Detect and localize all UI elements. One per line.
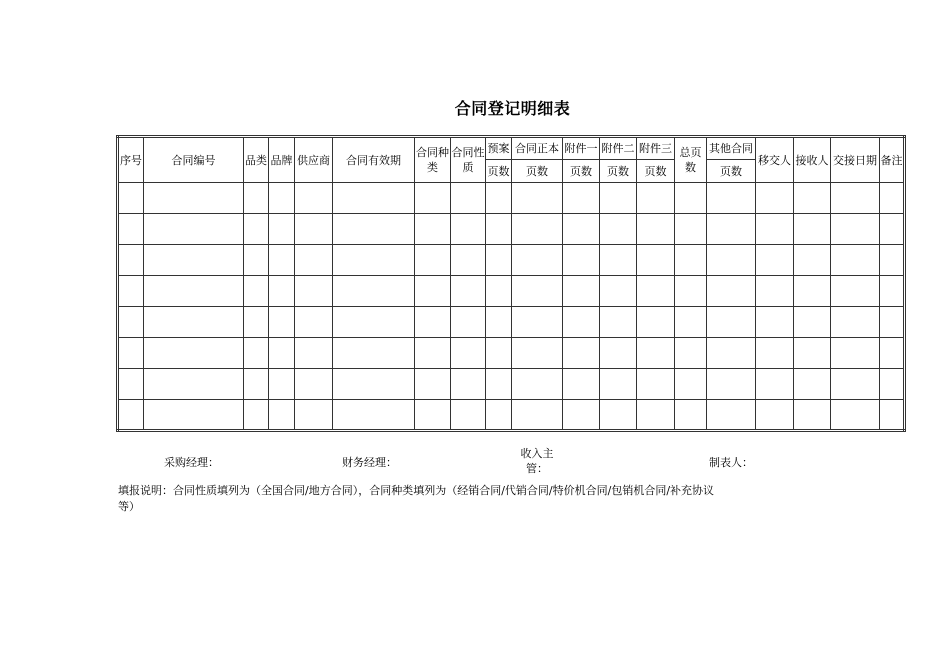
- table-cell: [333, 369, 415, 400]
- table-cell: [794, 369, 831, 400]
- table-cell: [415, 183, 451, 214]
- table-row: [118, 307, 905, 338]
- table-cell: [295, 276, 333, 307]
- table-cell: [675, 183, 707, 214]
- table-cell: [675, 214, 707, 245]
- table-cell: [244, 307, 269, 338]
- header-attachment3: 附件三: [637, 137, 675, 160]
- table-cell: [415, 400, 451, 431]
- table-cell: [333, 276, 415, 307]
- table-cell: [880, 338, 905, 369]
- table-cell: [563, 400, 600, 431]
- header-pages: 页数: [707, 160, 756, 183]
- table-cell: [831, 183, 880, 214]
- header-pages: 页数: [563, 160, 600, 183]
- table-cell: [637, 307, 675, 338]
- table-cell: [831, 338, 880, 369]
- header-other-contract: 其他合同: [707, 137, 756, 160]
- table-cell: [563, 245, 600, 276]
- table-cell: [415, 307, 451, 338]
- table-cell: [675, 245, 707, 276]
- table-cell: [269, 214, 295, 245]
- header-supplier: 供应商: [295, 137, 333, 183]
- table-cell: [637, 276, 675, 307]
- table-cell: [451, 307, 486, 338]
- table-cell: [415, 338, 451, 369]
- table-cell: [675, 338, 707, 369]
- header-handover-date: 交接日期: [831, 137, 880, 183]
- table-cell: [880, 276, 905, 307]
- table-cell: [451, 369, 486, 400]
- header-seq: 序号: [118, 137, 144, 183]
- table-cell: [637, 400, 675, 431]
- fill-instructions: 填报说明：合同性质填列为（全国合同/地方合同），合同种类填列为（经销合同/代销合同/特价机合同/包销机合同/补充协议等）: [118, 484, 715, 513]
- table-cell: [707, 369, 756, 400]
- signature-row: [0, 446, 950, 476]
- page-title: 合同登记明细表: [454, 99, 571, 118]
- table-cell: [512, 245, 563, 276]
- table-cell: [144, 338, 244, 369]
- table-cell: [675, 307, 707, 338]
- table-cell: [144, 276, 244, 307]
- table-cell: [637, 214, 675, 245]
- table-cell: [756, 400, 794, 431]
- table-cell: [415, 214, 451, 245]
- table-cell: [756, 245, 794, 276]
- header-plan: 预案: [486, 137, 512, 160]
- table-cell: [637, 338, 675, 369]
- table-cell: [794, 183, 831, 214]
- table-cell: [244, 183, 269, 214]
- table-cell: [451, 183, 486, 214]
- table-cell: [637, 245, 675, 276]
- table-cell: [486, 276, 512, 307]
- table-cell: [707, 338, 756, 369]
- table-cell: [563, 369, 600, 400]
- table-cell: [486, 338, 512, 369]
- table-cell: [144, 400, 244, 431]
- table-cell: [831, 307, 880, 338]
- table-cell: [880, 245, 905, 276]
- table-cell: [707, 307, 756, 338]
- table-cell: [486, 400, 512, 431]
- table-cell: [144, 214, 244, 245]
- table-cell: [269, 307, 295, 338]
- table-cell: [831, 214, 880, 245]
- header-brand: 品牌: [269, 137, 295, 183]
- table-cell: [600, 245, 637, 276]
- header-pages: 页数: [512, 160, 563, 183]
- header-contract-nature: 合同性质: [451, 137, 486, 183]
- table-cell: [794, 338, 831, 369]
- table-cell: [794, 400, 831, 431]
- header-pages: 页数: [600, 160, 637, 183]
- table-cell: [118, 400, 144, 431]
- table-cell: [707, 245, 756, 276]
- table-cell: [451, 276, 486, 307]
- table-cell: [880, 214, 905, 245]
- table-cell: [756, 183, 794, 214]
- header-attachment1: 附件一: [563, 137, 600, 160]
- table-row: [118, 369, 905, 400]
- table-row: [118, 214, 905, 245]
- table-cell: [707, 214, 756, 245]
- table-cell: [118, 183, 144, 214]
- table-cell: [512, 276, 563, 307]
- table-cell: [756, 307, 794, 338]
- table-cell: [451, 245, 486, 276]
- table-cell: [600, 338, 637, 369]
- table-cell: [244, 245, 269, 276]
- table-cell: [295, 307, 333, 338]
- table-cell: [600, 214, 637, 245]
- table-cell: [333, 400, 415, 431]
- table-cell: [295, 369, 333, 400]
- table-cell: [794, 276, 831, 307]
- table-cell: [675, 400, 707, 431]
- table-cell: [756, 214, 794, 245]
- table-cell: [244, 400, 269, 431]
- prepared-by-label: 制表人：: [709, 456, 753, 469]
- table-row: [118, 400, 905, 431]
- table-cell: [756, 276, 794, 307]
- table-cell: [486, 245, 512, 276]
- table-cell: [269, 338, 295, 369]
- table-cell: [600, 276, 637, 307]
- table-cell: [512, 307, 563, 338]
- table-cell: [244, 214, 269, 245]
- table-cell: [244, 338, 269, 369]
- table-cell: [563, 183, 600, 214]
- table-cell: [600, 369, 637, 400]
- header-pages: 页数: [486, 160, 512, 183]
- table-cell: [333, 214, 415, 245]
- table-cell: [451, 400, 486, 431]
- header-contract-no: 合同编号: [144, 137, 244, 183]
- header-contract-type: 合同种类: [415, 137, 451, 183]
- table-cell: [244, 369, 269, 400]
- table-row: [118, 183, 905, 214]
- table-cell: [486, 214, 512, 245]
- table-cell: [415, 276, 451, 307]
- finance-manager-label: 财务经理：: [342, 456, 397, 469]
- table-cell: [831, 369, 880, 400]
- table-cell: [880, 369, 905, 400]
- table-cell: [333, 338, 415, 369]
- table-cell: [269, 276, 295, 307]
- table-cell: [600, 307, 637, 338]
- header-total-pages: 总页数: [675, 137, 707, 183]
- table-cell: [451, 214, 486, 245]
- table-cell: [118, 307, 144, 338]
- contract-register-table: [116, 135, 906, 432]
- table-cell: [794, 307, 831, 338]
- table-cell: [600, 183, 637, 214]
- table-cell: [756, 369, 794, 400]
- table-cell: [269, 245, 295, 276]
- table-cell: [269, 183, 295, 214]
- table-cell: [707, 276, 756, 307]
- table-cell: [831, 276, 880, 307]
- table-cell: [880, 307, 905, 338]
- table-cell: [794, 245, 831, 276]
- table-cell: [415, 369, 451, 400]
- table-cell: [600, 400, 637, 431]
- table-cell: [269, 369, 295, 400]
- table-cell: [512, 183, 563, 214]
- table-cell: [512, 369, 563, 400]
- table-row: [118, 276, 905, 307]
- table-cell: [563, 338, 600, 369]
- table-cell: [707, 400, 756, 431]
- table-cell: [512, 338, 563, 369]
- table-cell: [144, 307, 244, 338]
- header-receiver: 接收人: [794, 137, 831, 183]
- table-cell: [118, 245, 144, 276]
- table-cell: [295, 183, 333, 214]
- table-row: [118, 245, 905, 276]
- header-attachment2: 附件二: [600, 137, 637, 160]
- table-cell: [295, 245, 333, 276]
- table-body: [118, 183, 905, 431]
- table-cell: [144, 369, 244, 400]
- header-contract-original: 合同正本: [512, 137, 563, 160]
- table-cell: [831, 400, 880, 431]
- table-cell: [675, 369, 707, 400]
- table-cell: [295, 338, 333, 369]
- table-cell: [512, 400, 563, 431]
- table-cell: [563, 214, 600, 245]
- table-cell: [333, 245, 415, 276]
- table-cell: [512, 214, 563, 245]
- table-cell: [333, 183, 415, 214]
- header-handover: 移交人: [756, 137, 794, 183]
- table-cell: [269, 400, 295, 431]
- table-cell: [415, 245, 451, 276]
- header-remarks: 备注: [880, 137, 905, 183]
- table-cell: [563, 276, 600, 307]
- purchasing-manager-label: 采购经理：: [164, 456, 219, 469]
- table-cell: [486, 307, 512, 338]
- table-cell: [563, 307, 600, 338]
- table-cell: [451, 338, 486, 369]
- header-pages: 页数: [637, 160, 675, 183]
- table-cell: [118, 214, 144, 245]
- table-row: [118, 338, 905, 369]
- table-cell: [637, 369, 675, 400]
- table-cell: [675, 276, 707, 307]
- header-category: 品类: [244, 137, 269, 183]
- table-cell: [144, 183, 244, 214]
- table-cell: [295, 214, 333, 245]
- header-validity: 合同有效期: [333, 137, 415, 183]
- table-cell: [118, 369, 144, 400]
- table-cell: [880, 400, 905, 431]
- table-cell: [118, 338, 144, 369]
- table-cell: [295, 400, 333, 431]
- table-cell: [637, 183, 675, 214]
- receiving-supervisor-label: 收入主管：: [520, 447, 554, 475]
- table-cell: [756, 338, 794, 369]
- table-cell: [144, 245, 244, 276]
- table-cell: [333, 307, 415, 338]
- table-cell: [244, 276, 269, 307]
- table-cell: [831, 245, 880, 276]
- table-cell: [118, 276, 144, 307]
- table-cell: [794, 214, 831, 245]
- table-cell: [707, 183, 756, 214]
- table-cell: [486, 369, 512, 400]
- table-cell: [880, 183, 905, 214]
- table-cell: [486, 183, 512, 214]
